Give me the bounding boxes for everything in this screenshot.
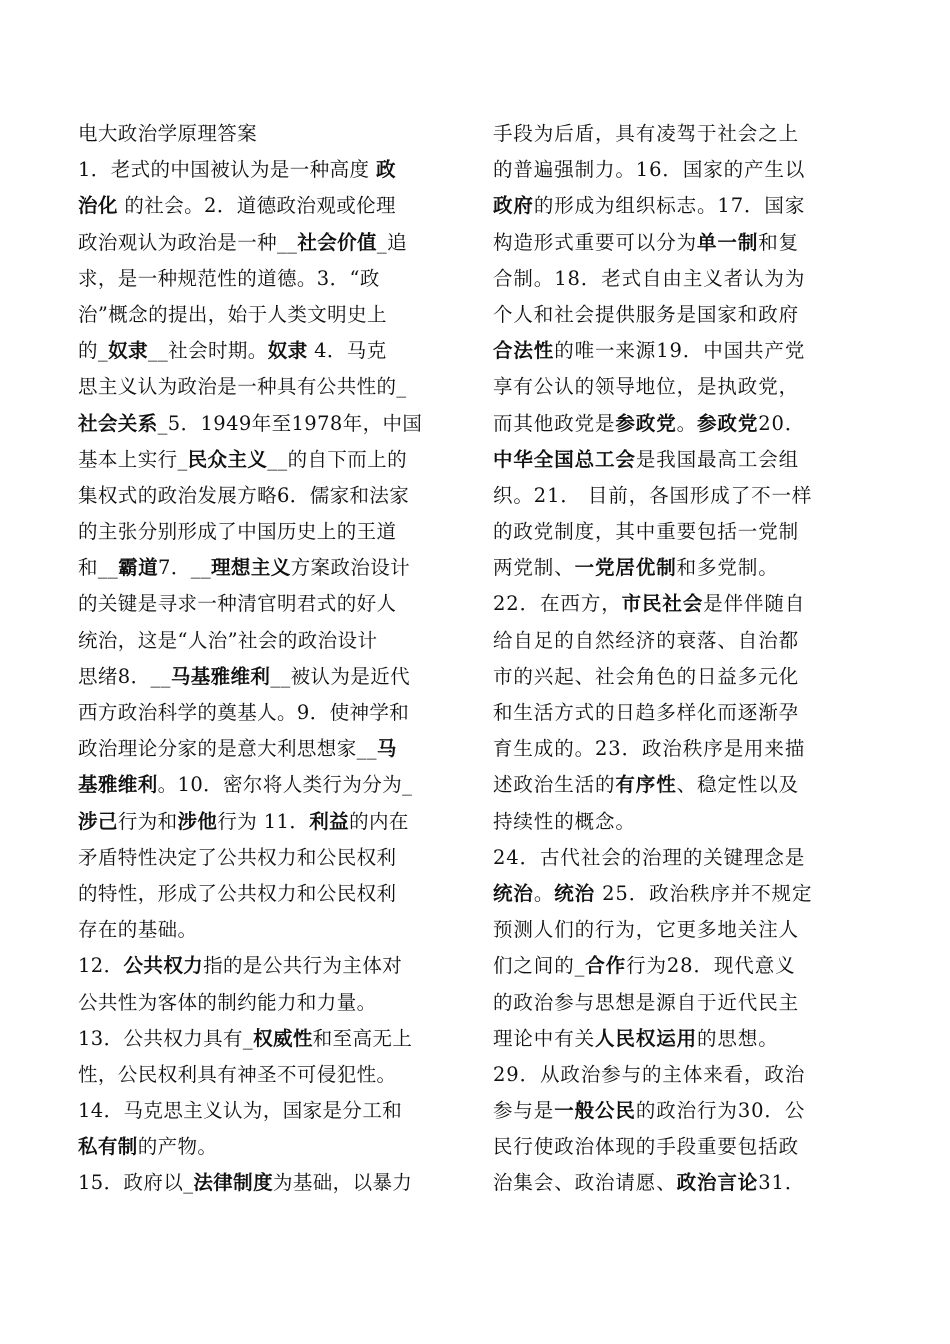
body-text: 基本上实行_ bbox=[78, 447, 188, 471]
answer-text: 奴隶 bbox=[267, 339, 308, 363]
body-text: 理论中有关 bbox=[493, 1026, 596, 1050]
text-line bbox=[493, 586, 858, 622]
body-text: __的自下而上的 bbox=[267, 447, 407, 471]
text-line bbox=[493, 767, 858, 803]
answer-text: 政治言论 bbox=[676, 1171, 759, 1195]
body-text: 性，公民权利具有神圣不可侵犯性。 bbox=[78, 1062, 397, 1086]
text-line bbox=[493, 1057, 858, 1093]
body-text: 和生活方式的日趋多样化而逐渐孕 bbox=[493, 701, 800, 724]
text-line bbox=[78, 586, 458, 622]
body-text: 的普遍强制力。16．国家的产生以 bbox=[493, 158, 806, 182]
text-line bbox=[493, 550, 858, 586]
text-line bbox=[493, 333, 858, 369]
answer-text: 中华全国总工会 bbox=[493, 447, 636, 471]
answer-text: 法律制度 bbox=[193, 1171, 273, 1195]
text-line bbox=[493, 804, 858, 840]
text-line bbox=[78, 1057, 458, 1093]
text-line bbox=[78, 985, 458, 1021]
text-line bbox=[78, 188, 458, 224]
text-line bbox=[78, 948, 458, 984]
text-line bbox=[78, 297, 458, 333]
body-text: 存在的基础。 bbox=[78, 918, 198, 942]
text-line bbox=[493, 840, 858, 876]
answer-text: 私有制 bbox=[78, 1135, 138, 1159]
body-text: 和多党制。 bbox=[676, 556, 779, 580]
body-text: 的唯一来源19．中国共产党 bbox=[554, 339, 806, 363]
text-line bbox=[78, 550, 458, 586]
text-line bbox=[78, 876, 458, 912]
body-text: 政治理论分家的是意大利思想家__ bbox=[78, 737, 377, 761]
body-text: 治集会、政治请愿、 bbox=[493, 1171, 677, 1195]
body-text: 22．在西方， bbox=[493, 592, 622, 616]
body-text: 西方政治科学的奠基人。9．使神学和 bbox=[78, 701, 410, 724]
text-line bbox=[493, 1129, 858, 1165]
text-line bbox=[78, 731, 458, 767]
body-text: 持续性的概念。 bbox=[493, 809, 636, 833]
body-text: 29．从政治参与的主体来看，政治 bbox=[493, 1062, 806, 1086]
body-text: 统治，这是“人治”社会的政治设计 bbox=[78, 628, 378, 652]
answer-text: 统治 bbox=[493, 881, 534, 905]
text-line bbox=[493, 948, 858, 984]
text-line bbox=[78, 1165, 458, 1201]
answer-text: 公共权力 bbox=[123, 954, 204, 978]
body-text: 和至高无上 bbox=[312, 1026, 413, 1050]
body-text: 育生成的。23．政治秩序是用来描 bbox=[493, 737, 806, 761]
answer-text: 社会价值 bbox=[297, 230, 377, 254]
text-line bbox=[78, 478, 458, 514]
text-line bbox=[493, 261, 858, 297]
answer-text: 参政党 bbox=[615, 411, 677, 435]
text-line bbox=[493, 514, 858, 550]
text-line bbox=[78, 261, 458, 297]
answer-text: 理想主义 bbox=[211, 556, 291, 580]
body-text: 7．__ bbox=[158, 556, 212, 580]
answer-text: 一党居优制 bbox=[574, 556, 677, 580]
body-text: 和__ bbox=[78, 556, 119, 580]
answer-text: 利益 bbox=[309, 809, 350, 833]
body-text: 参与是 bbox=[493, 1099, 555, 1123]
text-line bbox=[78, 804, 458, 840]
body-text: 的内在 bbox=[349, 809, 409, 833]
body-text: 市的兴起、社会角色的日益多元化 bbox=[493, 664, 800, 688]
body-text: 。10．密尔将人类行为分为_ bbox=[157, 773, 413, 797]
body-text: 的政党制度，其中重要包括一党制 bbox=[493, 520, 800, 544]
body-text: 是我国最高工会组 bbox=[635, 447, 800, 471]
answer-text: 人民权运用 bbox=[595, 1026, 698, 1050]
body-text: 14．马克思主义认为，国家是分工和 bbox=[78, 1099, 403, 1123]
text-line bbox=[78, 840, 458, 876]
text-line bbox=[78, 116, 458, 152]
answer-text: 市民社会 bbox=[621, 592, 704, 616]
body-text: _5．1949年至1978年，中国 bbox=[157, 411, 423, 435]
body-text: 的形成为组织标志。17．国家 bbox=[533, 194, 806, 218]
text-line bbox=[493, 369, 858, 405]
text-line bbox=[78, 333, 458, 369]
text-line bbox=[78, 1021, 458, 1057]
body-text: 的产物。 bbox=[137, 1135, 218, 1159]
text-line bbox=[78, 1093, 458, 1129]
body-text: 行为 11． bbox=[217, 809, 310, 833]
body-text: 治”概念的提出，始于人类文明史上 bbox=[78, 302, 387, 326]
answer-text: 政 bbox=[376, 158, 396, 182]
text-line bbox=[493, 623, 858, 659]
body-text: 公共性为客体的制约能力和力量。 bbox=[78, 990, 377, 1014]
body-text: 24．古代社会的治理的关键理念是 bbox=[493, 845, 806, 869]
text-line bbox=[78, 152, 458, 188]
answer-text: 民众主义 bbox=[187, 447, 268, 471]
body-text: 指的是公共行为主体对 bbox=[203, 954, 403, 978]
body-text: 25．政治秩序并不规定 bbox=[595, 881, 813, 905]
body-text: 的政治参与思想是源自于近代民主 bbox=[493, 990, 800, 1014]
text-line bbox=[493, 478, 858, 514]
text-line bbox=[493, 297, 858, 333]
answer-text: 基雅维利 bbox=[78, 773, 158, 797]
answer-text: 马基雅维利 bbox=[170, 664, 271, 688]
answer-text: 治化 bbox=[78, 194, 118, 218]
body-text: 20． bbox=[758, 411, 806, 435]
body-text: 而其他政党是 bbox=[493, 411, 616, 435]
body-text: 集权式的政治发展方略6．儒家和法家 bbox=[78, 483, 410, 507]
body-text: 方案政治设计 bbox=[290, 556, 411, 580]
body-text: 和复 bbox=[758, 230, 800, 254]
answer-text: 有序性 bbox=[615, 773, 677, 797]
body-text: 的_ bbox=[78, 339, 109, 363]
text-line bbox=[493, 695, 858, 731]
text-line bbox=[78, 369, 458, 405]
body-text: 的政治行为30．公 bbox=[635, 1099, 806, 1123]
body-text: 构造形式重要可以分为 bbox=[493, 230, 698, 254]
body-text: 。 bbox=[533, 881, 555, 905]
body-text: 行为和 bbox=[117, 809, 178, 833]
body-text: 为基础，以暴力 bbox=[272, 1171, 413, 1195]
text-line bbox=[78, 767, 458, 803]
answer-text: 社会关系 bbox=[78, 411, 158, 435]
body-text: 求，是一种规范性的道德。3．“政 bbox=[78, 266, 380, 290]
answer-text: 马 bbox=[376, 737, 397, 761]
text-line bbox=[493, 731, 858, 767]
answer-text: 权威性 bbox=[253, 1026, 313, 1050]
text-line bbox=[493, 116, 858, 152]
text-line bbox=[78, 406, 458, 442]
body-text: 的关键是寻求一种清官明君式的好人 bbox=[78, 592, 397, 616]
body-text: 合制。18．老式自由主义者认为为 bbox=[493, 266, 806, 290]
answer-text: 霸道 bbox=[118, 556, 159, 580]
body-text: 享有公认的领导地位，是执政党， bbox=[493, 375, 800, 399]
body-text: 述政治生活的 bbox=[493, 773, 616, 797]
body-text: __社会时期。 bbox=[147, 339, 268, 363]
body-text: 1．老式的中国被认为是一种高度 bbox=[78, 158, 377, 182]
answer-text: 涉他 bbox=[177, 809, 218, 833]
body-text: 个人和社会提供服务是国家和政府 bbox=[493, 302, 800, 326]
body-text: 是伴伴随自 bbox=[703, 592, 806, 616]
answer-text: 合法性 bbox=[493, 339, 555, 363]
answer-text: 统治 bbox=[554, 881, 596, 905]
text-line bbox=[493, 1021, 858, 1057]
body-text: 行为28．现代意义 bbox=[626, 954, 796, 978]
text-line bbox=[493, 1165, 858, 1201]
body-text: 思绪8．__ bbox=[78, 664, 171, 688]
body-text: 。 bbox=[676, 411, 698, 435]
body-text: __被认为是近代 bbox=[270, 664, 411, 688]
right-text-column bbox=[493, 116, 858, 1202]
answer-text: 奴隶 bbox=[108, 339, 148, 363]
body-text: 手段为后盾，具有凌驾于社会之上 bbox=[493, 122, 800, 145]
body-text: 思主义认为政治是一种具有公共性的_ bbox=[78, 375, 407, 399]
text-line bbox=[493, 876, 858, 912]
text-line bbox=[78, 514, 458, 550]
text-line bbox=[493, 659, 858, 695]
text-line bbox=[493, 225, 858, 261]
body-text: 两党制、 bbox=[493, 556, 575, 580]
text-line bbox=[493, 985, 858, 1021]
body-text: 的社会。2．道德政治观或伦理 bbox=[117, 194, 396, 218]
body-text: 12． bbox=[78, 954, 124, 978]
body-text: 的思想。 bbox=[697, 1026, 779, 1050]
body-text: 电大政治学原理答案 bbox=[78, 122, 258, 145]
text-line bbox=[78, 225, 458, 261]
text-line bbox=[78, 912, 458, 948]
body-text: 、稳定性以及 bbox=[676, 773, 800, 797]
answer-text: 单一制 bbox=[697, 230, 759, 254]
text-line bbox=[78, 659, 458, 695]
body-text: 民行使政治体现的手段重要包括政 bbox=[493, 1135, 800, 1159]
text-line bbox=[493, 912, 858, 948]
text-line bbox=[493, 406, 858, 442]
body-text: 31． bbox=[758, 1171, 806, 1195]
body-text: 给自足的自然经济的衰落、自治都 bbox=[493, 628, 800, 652]
text-line bbox=[78, 1129, 458, 1165]
text-line bbox=[493, 1093, 858, 1129]
body-text: 4．马克 bbox=[307, 339, 387, 363]
text-line bbox=[78, 695, 458, 731]
answer-text: 政府 bbox=[493, 194, 534, 218]
left-text-column bbox=[78, 116, 458, 1202]
body-text: 们之间的_ bbox=[493, 954, 586, 978]
body-text: _追 bbox=[376, 230, 407, 254]
answer-text: 合作 bbox=[585, 954, 627, 978]
body-text: 矛盾特性决定了公共权力和公民权利 bbox=[78, 845, 397, 869]
body-text: 13．公共权力具有_ bbox=[78, 1026, 254, 1050]
answer-text: 涉己 bbox=[78, 809, 118, 833]
text-line bbox=[78, 442, 458, 478]
body-text: 织。21． 目前，各国形成了不一样 bbox=[493, 483, 813, 507]
body-text: 预测人们的行为，它更多地关注人 bbox=[493, 918, 800, 942]
body-text: 的主张分别形成了中国历史上的王道 bbox=[78, 520, 397, 544]
answer-text: 一般公民 bbox=[554, 1099, 636, 1123]
body-text: 政治观认为政治是一种__ bbox=[78, 230, 298, 254]
answer-text: 参政党 bbox=[697, 411, 759, 435]
text-line bbox=[493, 152, 858, 188]
text-line bbox=[493, 188, 858, 224]
text-line bbox=[78, 623, 458, 659]
text-line bbox=[493, 442, 858, 478]
body-text: 15．政府以_ bbox=[78, 1171, 194, 1195]
body-text: 的特性，形成了公共权力和公民权利 bbox=[78, 881, 397, 905]
